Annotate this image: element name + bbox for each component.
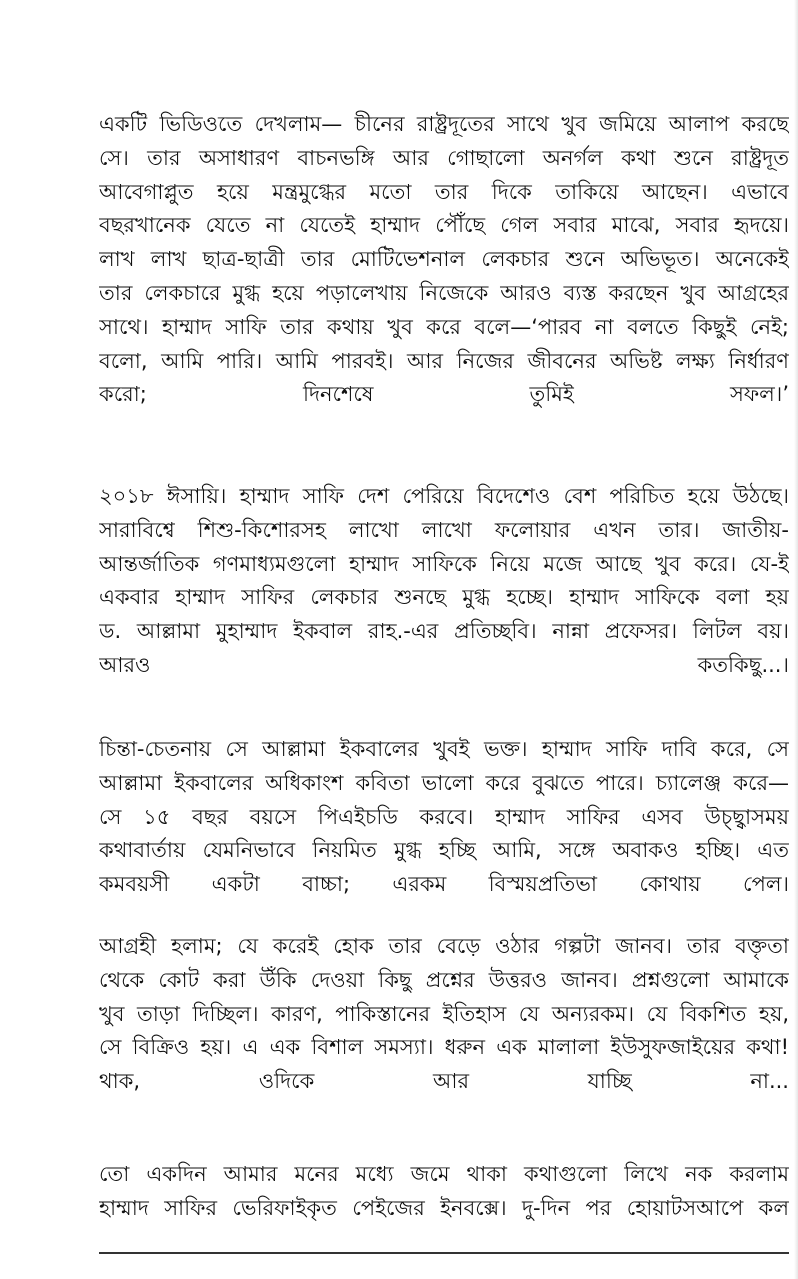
text-line: চিন্তা-চেতনায় সে আল্লামা ইকবালের খুবই ভক্ত। হাম্মাদ সাফি দাবি করে, সে [99, 737, 789, 761]
text-line: তো একদিন আমার মনের মধ্যে জমে থাকা কথাগুলো লিখে নক করলাম [99, 1162, 789, 1186]
paragraph-1 [99, 108, 789, 440]
text-line: আন্তর্জাতিক গণমাধ্যমগুলো হাম্মাদ সাফিকে নিয়ে মজে আছে খুব করে। যে-ই [99, 551, 789, 576]
text-line: সে। তার অসাধারণ বাচনভঙ্গি আর গোছালো অনর্গল কথা শুনে রাষ্ট্রদূত [99, 145, 789, 170]
text-line-last: করো; দিনশেষে তুমিই সফল।’ [99, 382, 789, 407]
text-line: সে ১৫ বছর বয়সে পিএইচডি করবে। হাম্মাদ সাফির এসব উচ্ছ্বাসময় [99, 804, 789, 829]
text-line: বলো, আমি পারি। আমি পারবই। আর নিজের জীবনের অভিষ্ট লক্ষ্য নির্ধারণ [99, 348, 789, 373]
text-line: আগ্রহী হলাম; যে করেই হোক তার বেড়ে ওঠার গল্পটা জানব। তার বক্তৃতা [99, 934, 789, 958]
text-line-last: থাক, ওদিকে আর যাচ্ছি না... [99, 1069, 789, 1094]
text-line: আল্লামা ইকবালের অধিকাংশ কবিতা ভালো করে বুঝতে পারে। চ্যালেঞ্জ করে— [99, 770, 789, 795]
paragraph-5 [99, 1158, 789, 1238]
text-line: একবার হাম্মাদ সাফির লেকচার শুনছে মুগ্ধ হচ্ছে। হাম্মাদ সাফিকে বলা হয় [99, 585, 789, 610]
text-line: লাখ লাখ ছাত্র-ছাত্রী তার মোটিভেশনাল লেকচার শুনে অভিভূত। অনেকেই [99, 247, 789, 272]
text-line: ড. আল্লামা মুহাম্মাদ ইকবাল রাহ.-এর প্রতিচ্ছবি। নান্না প্রফেসর। লিটল বয়। [99, 619, 789, 644]
text-line: ২০১৮ ঈসায়ি। হাম্মাদ সাফি দেশ পেরিয়ে বিদেশেও বেশ পরিচিত হয়ে উঠছে। [99, 484, 789, 508]
scan-edge-shadow [794, 0, 798, 1279]
paragraph-3 [99, 733, 789, 913]
text-line: থেকে কোট করা উঁকি দেওয়া কিছু প্রশ্নের উত্তরও জানব। প্রশ্নগুলো আমাকে [99, 967, 789, 992]
paragraph-2 [99, 480, 789, 692]
paragraph-4 [99, 930, 789, 1110]
text-line: খুব তাড়া দিচ্ছিল। কারণ, পাকিস্তানের ইতিহাস যে অন্যরকম। যে বিকশিত হয়, [99, 1001, 789, 1026]
text-line: সারাবিশ্বে শিশু-কিশোরসহ লাখো লাখো ফলোয়ার এখন তার। জাতীয়- [99, 517, 789, 542]
page-bottom-rule [99, 1252, 789, 1254]
text-line: কথাবার্তায় যেমনিভাবে নিয়মিত মুগ্ধ হচ্ছি আমি, সঙ্গে অবাকও হচ্ছি। এত [99, 838, 789, 863]
text-line: আবেগাপ্লুত হয়ে মন্ত্রমুগ্ধের মতো তার দিকে তাকিয়ে আছেন। এভাবে [99, 179, 789, 204]
text-line-last: কমবয়সী একটা বাচ্চা; এরকম বিস্ময়প্রতিভা কোথায় পেল। [99, 872, 789, 897]
text-line: সাথে। হাম্মাদ সাফি তার কথায় খুব করে বলে—‘পারব না বলতে কিছুই নেই; [99, 314, 789, 339]
text-line: সে বিক্রিও হয়। এ এক বিশাল সমস্যা। ধরুন এক মালালা ইউসুফজাইয়ের কথা! [99, 1035, 789, 1060]
text-line: হাম্মাদ সাফির ভেরিফাইকৃত পেইজের ইনবক্সে। দু-দিন পর হোয়াটসআপে কল [99, 1195, 789, 1220]
text-line: বছরখানেক যেতে না যেতেই হাম্মাদ পৌঁছে গেল সবার মাঝে, সবার হৃদয়ে। [99, 213, 789, 238]
text-line-last: আরও কতকিছু...। [99, 652, 789, 677]
text-line: একটি ভিডিওতে দেখলাম— চীনের রাষ্ট্রদূতের সাথে খুব জমিয়ে আলাপ করছে [99, 112, 789, 136]
text-line: তার লেকচারে মুগ্ধ হয়ে পড়ালেখায় নিজেকে আরও ব্যস্ত করছেন খুব আগ্রহের [99, 280, 789, 305]
